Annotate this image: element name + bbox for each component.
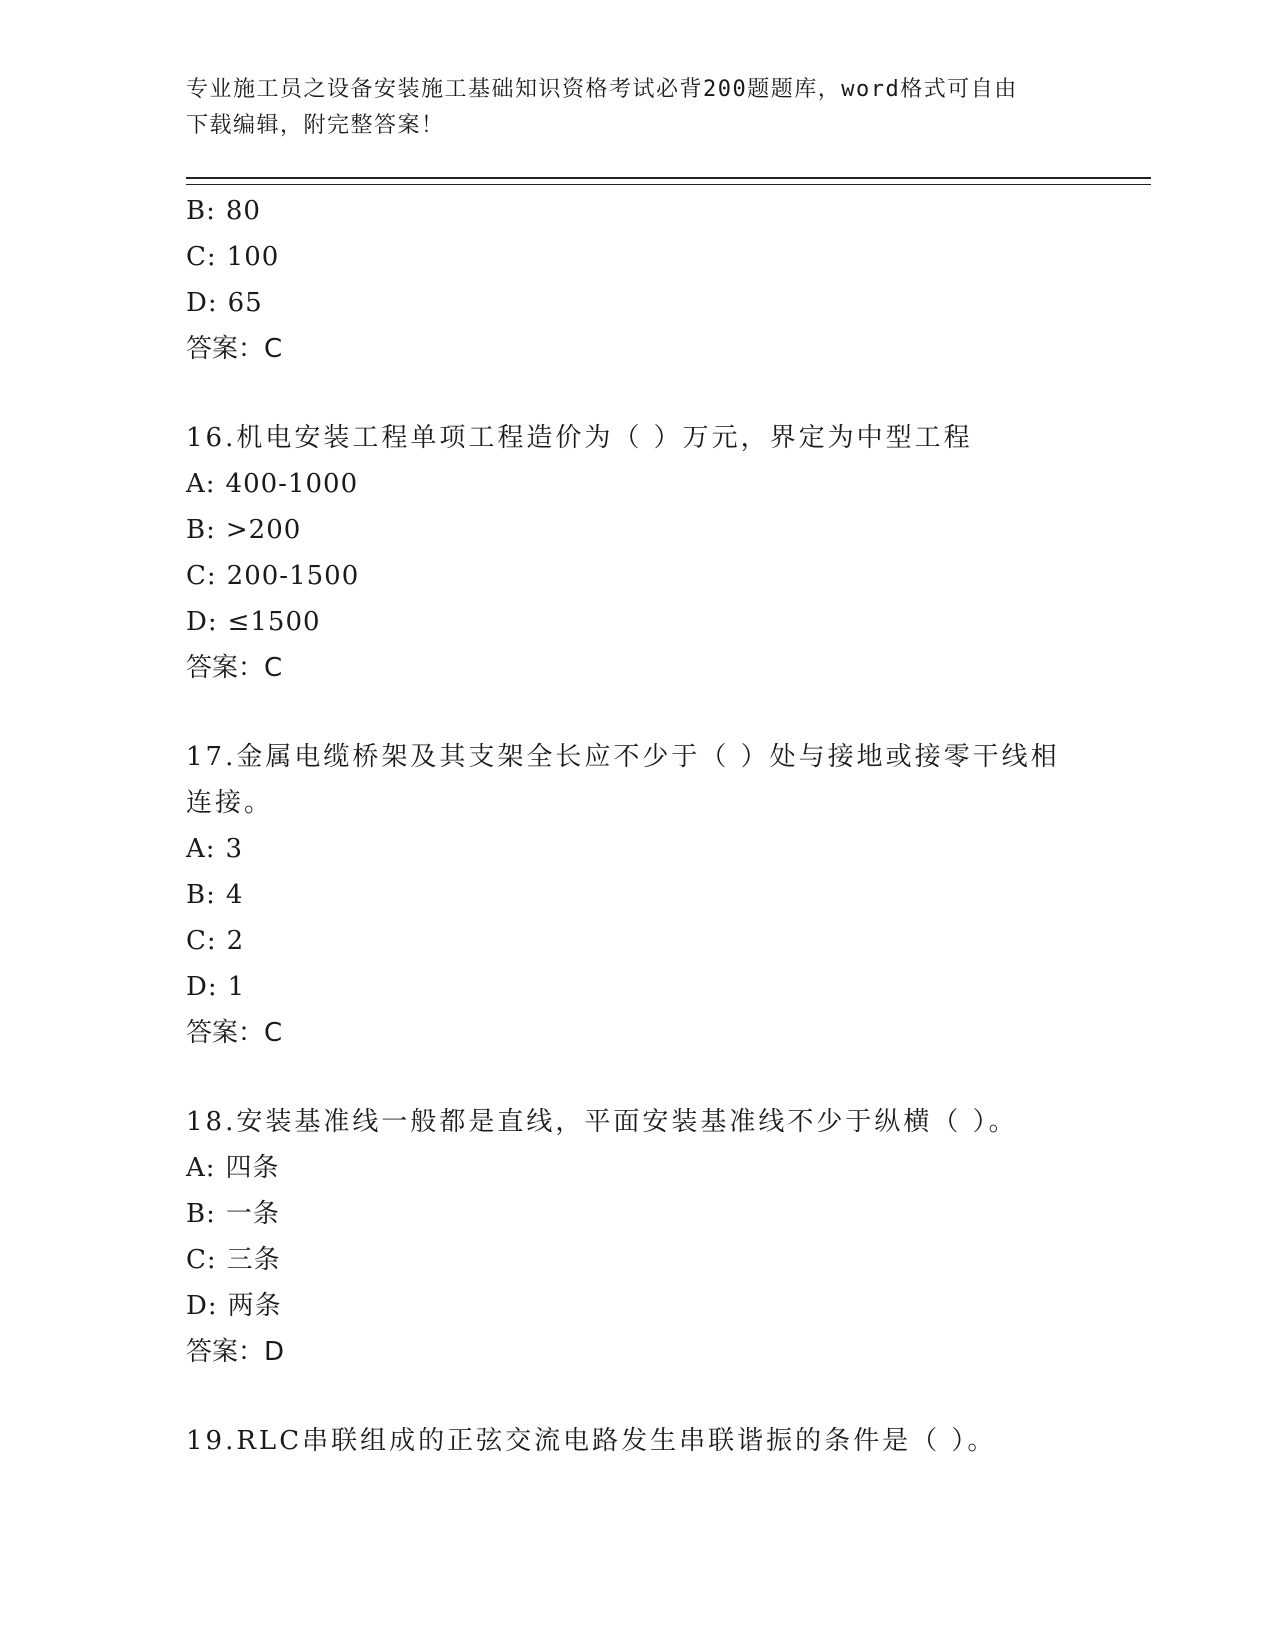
answer-line: 答案：C: [186, 653, 283, 683]
question-stem: 18.安装基准线一般都是直线，平面安装基准线不少于纵横（ ）。: [186, 1107, 1018, 1137]
answer-line: 答案：C: [186, 1018, 283, 1048]
header-title-line-2: 下载编辑，附完整答案！: [186, 113, 445, 138]
spacer: [186, 691, 1086, 734]
header-divider: [186, 177, 1151, 185]
question-19: [186, 1418, 1086, 1464]
option-b: B: 4: [186, 880, 244, 910]
option-c: C: 100: [186, 242, 280, 272]
option-d: D: ≤1500: [186, 607, 321, 637]
option-d: D: 1: [186, 972, 246, 1002]
option-b: B: 一条: [186, 1199, 280, 1229]
question-15-continued: [186, 188, 1086, 372]
page-header: [186, 72, 1066, 144]
spacer: [186, 1056, 1086, 1099]
answer-line: 答案：D: [186, 1337, 285, 1367]
question-17: [186, 734, 1086, 1056]
option-d: D: 65: [186, 288, 263, 318]
question-stem: 19.RLC串联组成的正弦交流电路发生串联谐振的条件是（ ）。: [186, 1426, 997, 1456]
question-18: [186, 1099, 1086, 1375]
option-c: C: 200-1500: [186, 561, 360, 591]
question-stem-line-1: 17.金属电缆桥架及其支架全长应不少于（ ）处与接地或接零干线相: [186, 742, 1060, 772]
option-a: A: 400-1000: [186, 469, 359, 499]
option-b: B: 80: [186, 196, 261, 226]
question-16: [186, 415, 1086, 691]
option-c: C: 三条: [186, 1245, 281, 1275]
answer-line: 答案：C: [186, 334, 283, 364]
header-title-line-1: 专业施工员之设备安装施工基础知识资格考试必背200题题库，word格式可自由: [186, 77, 1018, 102]
option-c: C: 2: [186, 926, 245, 956]
spacer: [186, 1375, 1086, 1418]
question-stem-line-2: 连接。: [186, 788, 274, 818]
option-a: A: 四条: [186, 1153, 280, 1183]
spacer: [186, 372, 1086, 415]
option-b: B: >200: [186, 515, 302, 545]
question-list: [186, 188, 1086, 1464]
question-stem: 16.机电安装工程单项工程造价为（ ）万元，界定为中型工程: [186, 423, 973, 453]
option-a: A: 3: [186, 834, 244, 864]
option-d: D: 两条: [186, 1291, 282, 1321]
